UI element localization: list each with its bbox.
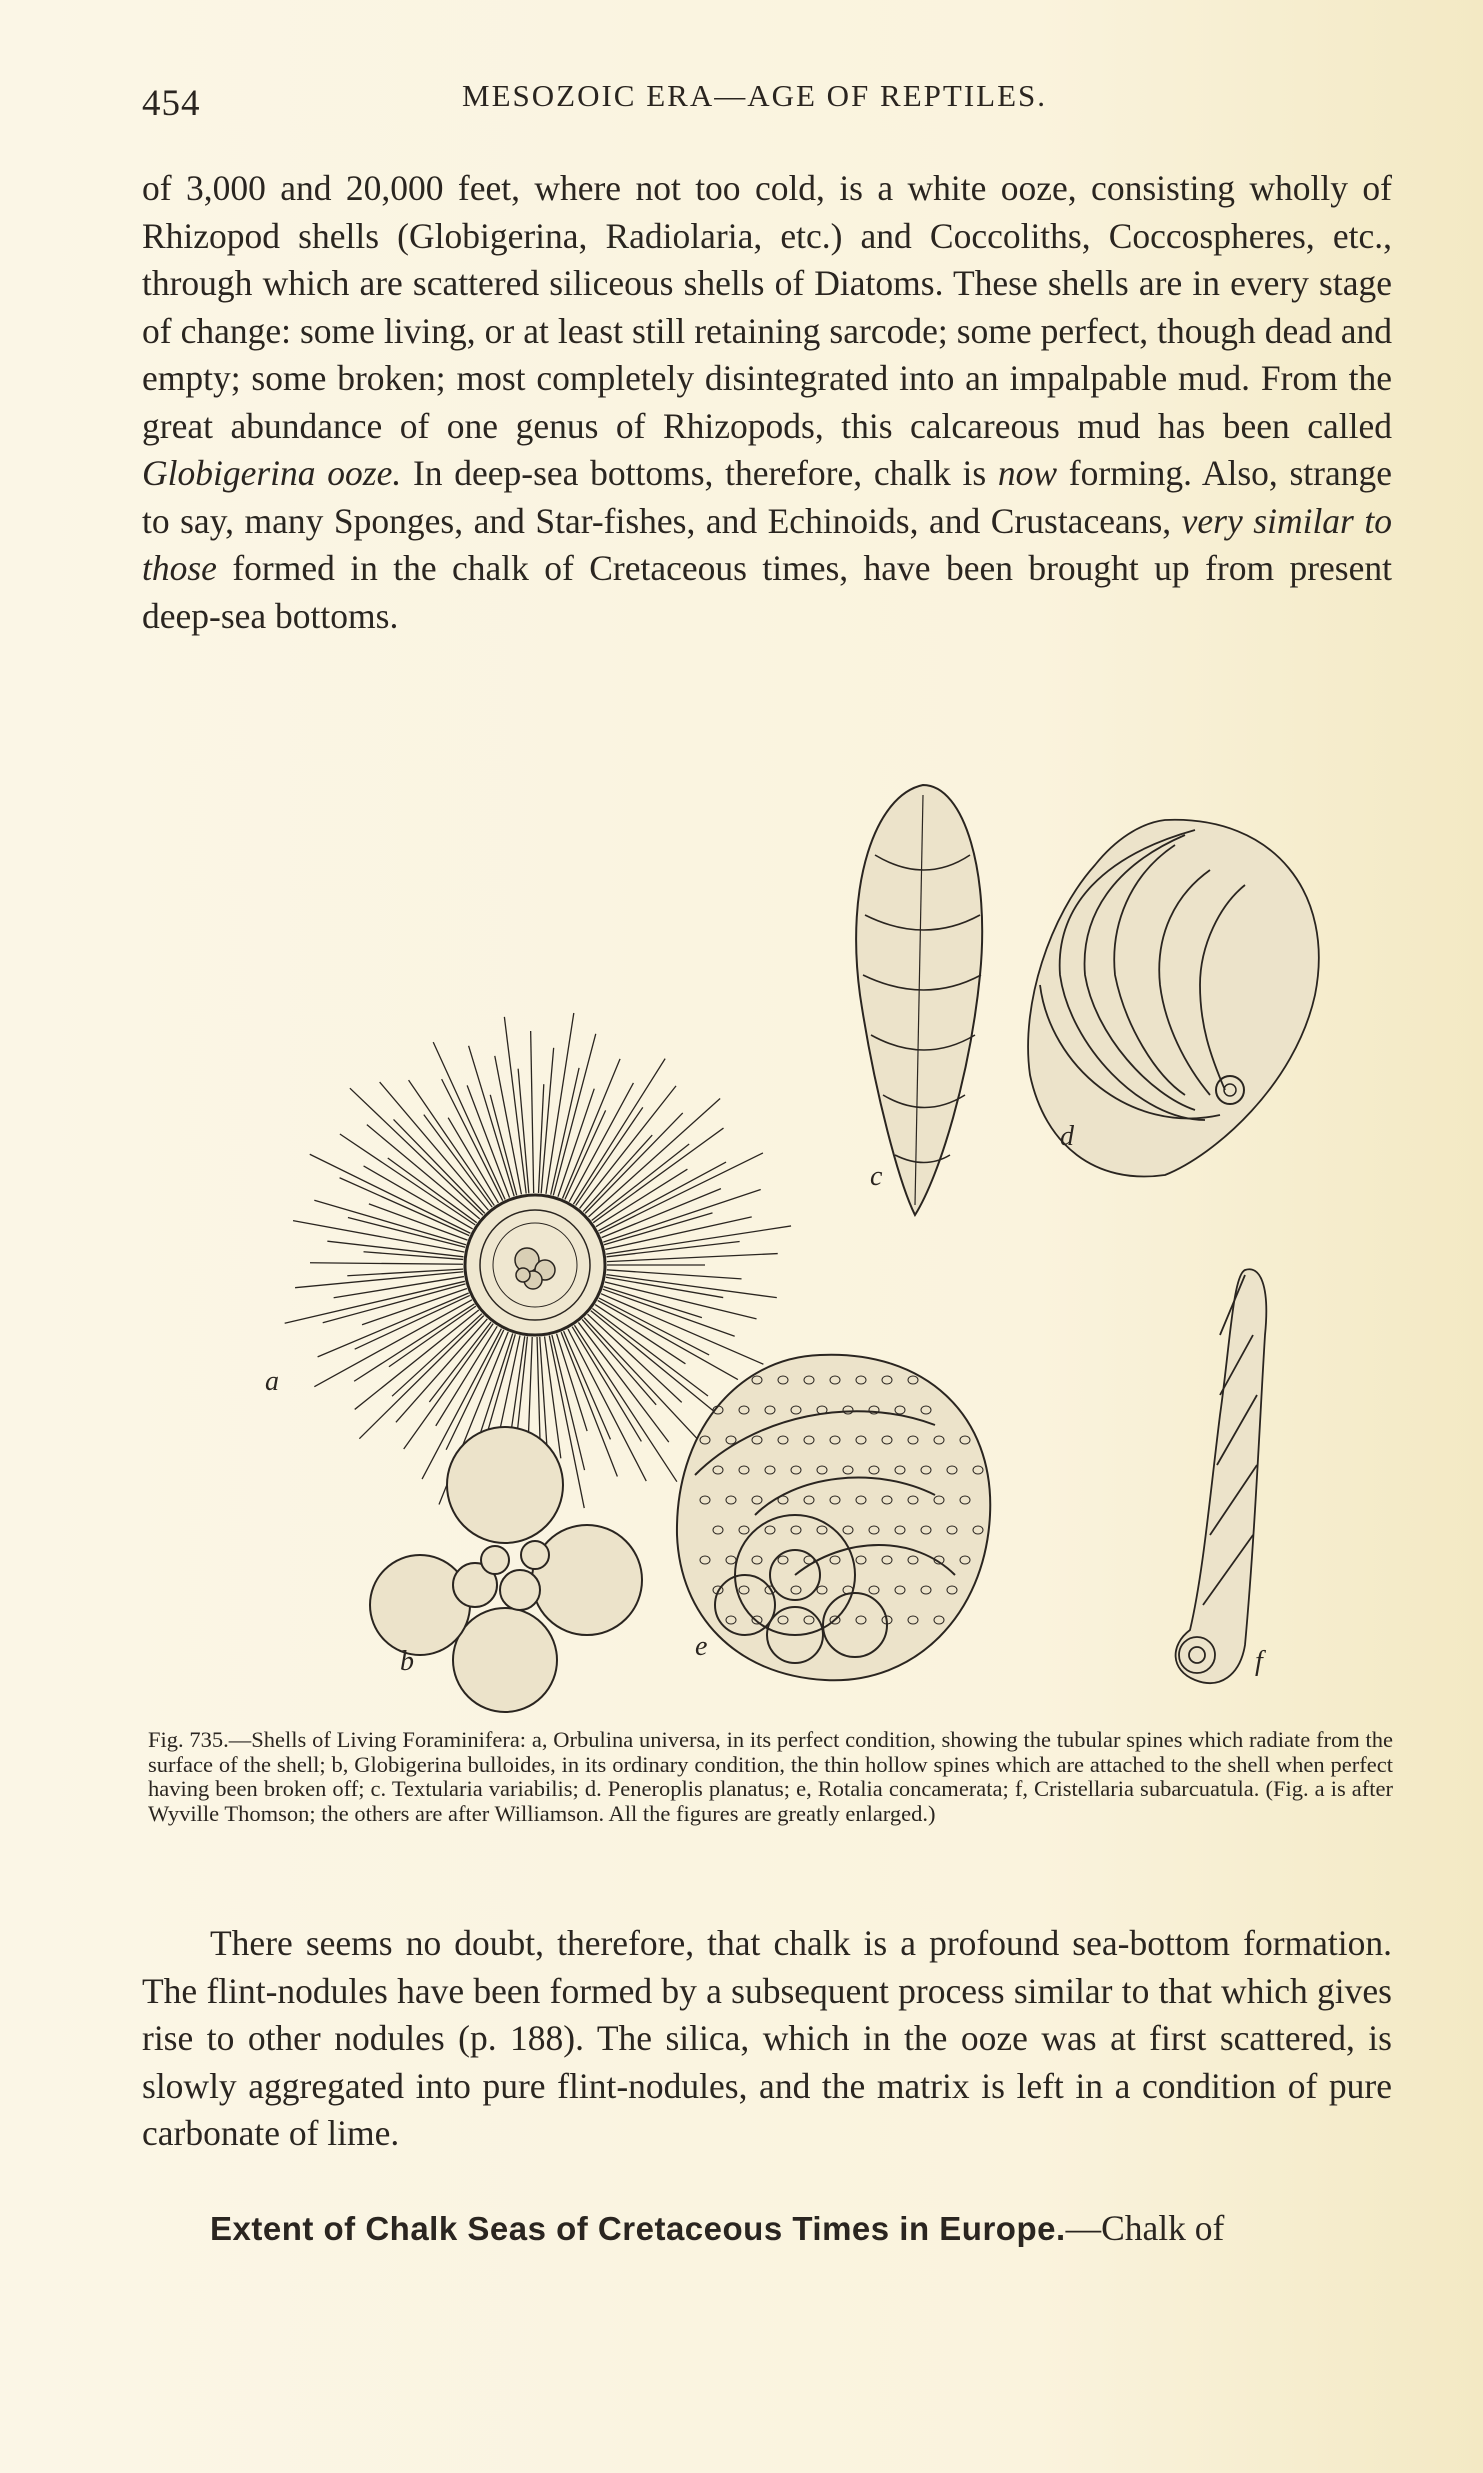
figure-label-c: c — [870, 1161, 883, 1192]
running-title: MESOZOIC ERA—AGE OF REPTILES. — [462, 78, 1048, 113]
page-header — [142, 78, 1392, 128]
figure-number: Fig. 735. — [148, 1727, 229, 1752]
paragraph-ooze — [142, 165, 1392, 640]
paragraph-text: of 3,000 and 20,000 feet, where not too cold, is a white ooze, consisting wholly of Rhizopod shells (Globigerina, Radiolaria, etc.) and Coccoliths, Coccospheres, etc., through which are scattered siliceous shells of Diatoms. These shells are in every stage of change: some living, or at least still retaining sarcode; some perfect, though dead and empty; some broken; most completely disintegrated into an impalpable mud. From the great abundance of one genus of Rhizopods, this calcareous mud has been called — [142, 168, 1392, 446]
italic-very-similar: very similar to those — [142, 500, 1392, 588]
figure-label-b: b — [400, 1646, 414, 1677]
paragraph-text: formed in the chalk of Cretaceous times, have been brought up from present deep-sea bottoms. — [142, 548, 1392, 636]
italic-now: now — [997, 453, 1058, 493]
foraminifera-figure — [235, 775, 1335, 1725]
figure-caption-text: —Shells of Living Foraminifera: a, Orbulina universa, in its perfect condition, showing the tubular spines which radiate from the surface of the shell; b, Globigerina bulloides, in its ordinary condition, the thin hollow spines which are attached to the shell when perfect having been broken off; c. Textularia variabilis; d. Peneroplis planatus; e, Rotalia concamerata; f, Cristellaria subarcuatula. (Fig. a is after Wyville Thomson; the others are after Williamson. All the figures are greatly enlarged.) — [148, 1727, 1394, 1826]
section-heading-line — [210, 2205, 1400, 2252]
figure-label-d: d — [1060, 1121, 1074, 1152]
section-heading: Extent of Chalk Seas of Cretaceous Times in Europe. — [210, 2210, 1066, 2247]
figure-label-f: f — [1255, 1646, 1263, 1677]
paragraph-chalk-formation — [142, 1920, 1392, 2158]
paragraph-text: There seems no doubt, therefore, that chalk is a profound sea-bottom formation. The flint-nodules have been formed by a subsequent process similar to that which gives rise to other nodules (p. 188). The silica, which in the ooze was at first scattered, is slowly aggregated into pure flint-nodules, and the matrix is left in a condition of pure carbonate of lime. — [142, 1923, 1392, 2153]
figure-label-a: a — [265, 1366, 279, 1397]
foraminifera-illustration — [235, 775, 1335, 1725]
textularia-shell — [856, 785, 982, 1215]
italic-globigerina-ooze: Globigerina ooze. — [142, 453, 402, 493]
section-continuation: —Chalk of — [1065, 2208, 1225, 2248]
paragraph-text: forming. Also, strange to say, many Sponges, and Star-fishes, and Echinoids, and Crustaceans, — [142, 453, 1393, 541]
page-number: 454 — [142, 83, 201, 124]
figure-caption — [148, 1728, 1393, 1826]
cristellaria-shell — [1176, 1269, 1267, 1683]
figure-label-e: e — [695, 1631, 708, 1662]
rotalia-shell — [677, 1355, 990, 1681]
paragraph-text: In deep-sea bottoms, therefore, chalk is — [401, 453, 998, 493]
